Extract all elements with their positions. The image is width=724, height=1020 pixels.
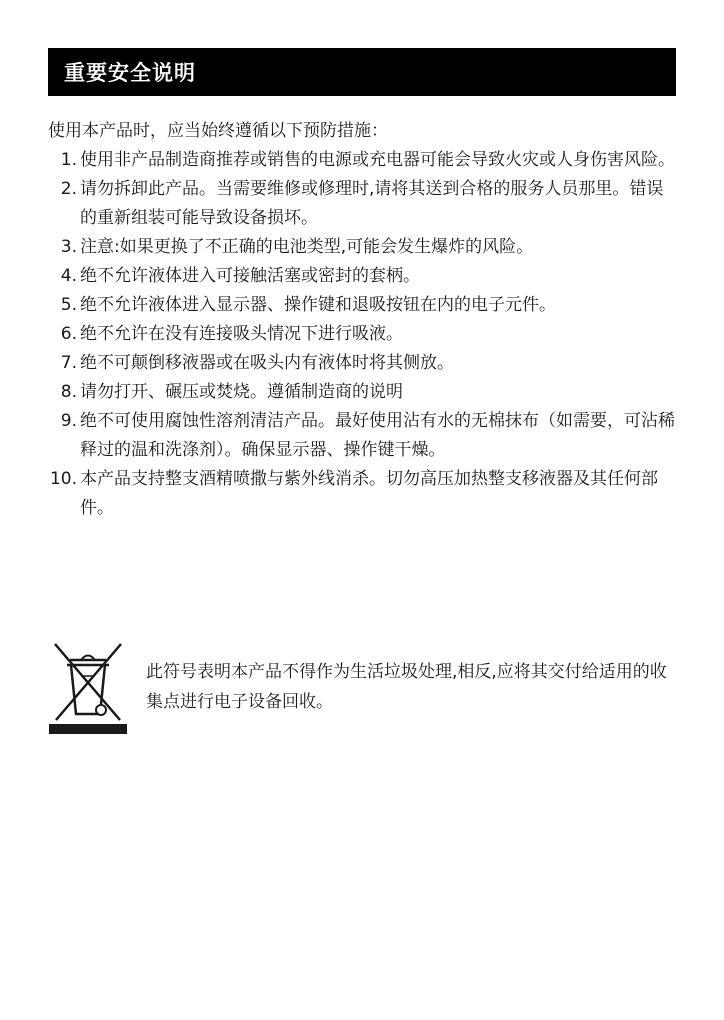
list-item: [42, 378, 678, 407]
safety-instructions-list: [42, 146, 678, 523]
list-item-text: 本产品支持整支酒精喷撒与紫外线消杀。切勿高压加热整支移液器及其任何部件。: [80, 469, 658, 518]
list-item-number: 10.: [49, 469, 77, 489]
list-item-text: 请勿打开、碾压或焚烧。遵循制造商的说明: [80, 382, 403, 402]
list-item-number: 1.: [60, 150, 77, 170]
list-item: [42, 465, 678, 523]
list-item: [42, 349, 678, 378]
disposal-notice-text: 此符号表明本产品不得作为生活垃圾处理,相反,应将其交付给适用的收集点进行电子设备回收。: [146, 662, 667, 712]
list-item: [42, 291, 678, 320]
list-item-number: 3.: [60, 237, 77, 257]
list-item-number: 8.: [60, 382, 77, 402]
list-item-number: 2.: [60, 179, 77, 199]
list-item: [42, 175, 678, 233]
list-item-number: 7.: [60, 353, 77, 373]
list-item: [42, 320, 678, 349]
crossed-out-wheelie-bin-icon: [48, 638, 128, 736]
section-title: 重要安全说明: [64, 61, 196, 85]
list-item-text: 绝不可颠倒移液器或在吸头内有液体时将其侧放。: [80, 353, 454, 373]
list-item: [42, 146, 678, 175]
list-item-text: 使用非产品制造商推荐或销售的电源或充电器可能会导致火灾或人身伤害风险。: [80, 150, 675, 170]
list-item-number: 4.: [60, 266, 77, 286]
list-item-text: 注意:如果更换了不正确的电池类型,可能会发生爆炸的风险。: [80, 237, 534, 257]
intro-text: 使用本产品时，应当始终遵循以下预防措施：: [48, 121, 388, 141]
list-item: [42, 233, 678, 262]
section-title-bar: [48, 48, 676, 96]
list-item-text: 绝不可使用腐蚀性溶剂清洁产品。最好使用沾有水的无棉抹布（如需要，可沾稀释过的温和洗涤剂）。确保显示器、操作键干燥。: [80, 411, 675, 460]
list-item: [42, 407, 678, 465]
list-item: [42, 262, 678, 291]
list-item-text: 绝不允许液体进入可接触活塞或密封的套柄。: [80, 266, 420, 286]
list-item-number: 9.: [60, 411, 77, 431]
list-item-text: 绝不允许在没有连接吸头情况下进行吸液。: [80, 324, 403, 344]
list-item-text: 绝不允许液体进入显示器、操作键和退吸按钮在内的电子元件。: [80, 295, 556, 315]
list-item-text: 请勿拆卸此产品。当需要维修或修理时,请将其送到合格的服务人员那里。错误的重新组装可能导致设备损坏。: [80, 179, 664, 228]
list-item-number: 5.: [60, 295, 77, 315]
list-item-number: 6.: [60, 324, 77, 344]
